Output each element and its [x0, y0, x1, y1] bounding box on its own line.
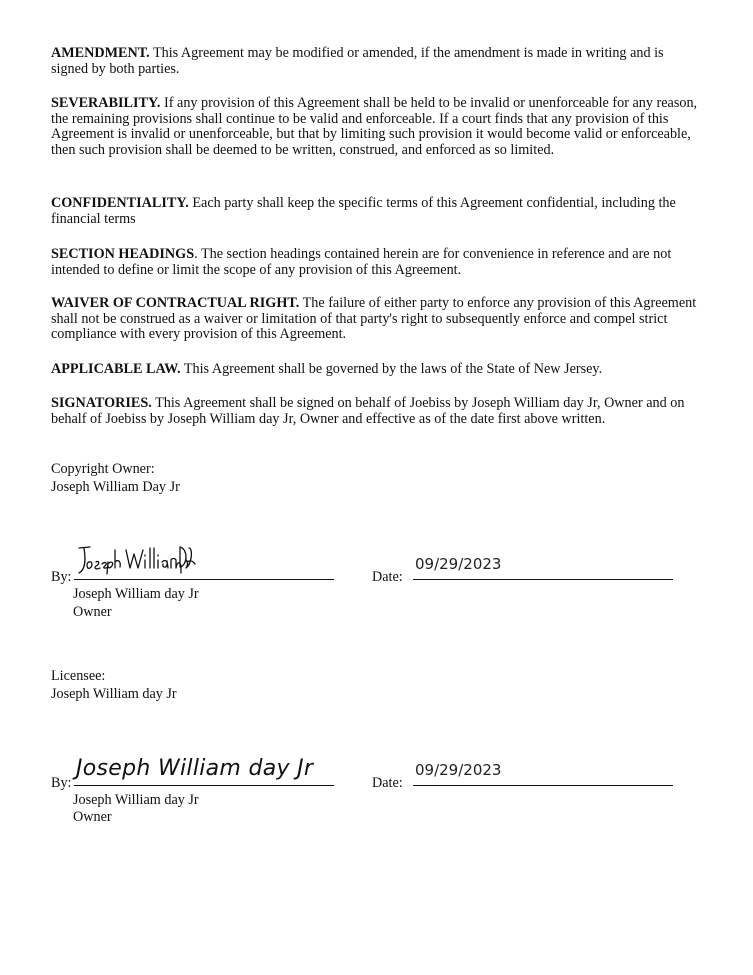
clause-heading: SECTION HEADINGS	[51, 246, 195, 262]
clause-waiver	[51, 296, 701, 343]
clause-heading: CONFIDENTIALITY.	[51, 195, 189, 211]
owner-signature-line	[74, 579, 334, 580]
clause-heading: APPLICABLE LAW.	[51, 361, 181, 377]
clause-severability	[51, 96, 701, 158]
licensee-role-label: Licensee:	[51, 668, 106, 684]
owner-role-label: Copyright Owner:	[51, 461, 155, 477]
clause-text: This Agreement may be modified or amended, if the amendment is made in writing and is signed by both parties.	[51, 45, 664, 77]
clause-heading: SEVERABILITY.	[51, 95, 161, 111]
clause-text: If any provision of this Agreement shall be held to be invalid or unenforceable for any reason, the remaining provisions shall continue to be valid and enforceable. If a court finds that any provision of this Agreement is invalid or unenforceable, but that by limiting such provision it would become valid or enforceable, then such provision shall be deemed to be written, construed, and enforced as so limited.	[51, 95, 698, 158]
clause-text: This Agreement shall be governed by the laws of the State of New Jersey.	[180, 361, 603, 377]
clause-amendment	[51, 46, 701, 77]
clause-text: The failure of either party to enforce any provision of this Agreement shall not be construed as a waiver or limitation of that party's right to subsequently enforce and compel strict compliance with every provision of this Agreement.	[51, 295, 697, 343]
licensee-party-name: Joseph William day Jr	[51, 686, 177, 702]
clause-heading: SIGNATORIES.	[51, 395, 152, 411]
licensee-by-label: By:	[51, 775, 72, 791]
clause-signatories	[51, 396, 701, 427]
licensee-signature[interactable]: Joseph William day Jr	[76, 756, 314, 781]
licensee-signer-title: Owner	[73, 809, 112, 825]
owner-date-label: Date:	[372, 569, 403, 585]
licensee-signer-name: Joseph William day Jr	[73, 792, 199, 808]
owner-signer-title: Owner	[73, 604, 112, 620]
clause-text: This Agreement shall be signed on behalf of Joebiss by Joseph William day Jr, Owner and on behalf of Joebiss by Joseph William day Jr, Owner and effective as of the date first above written.	[51, 395, 685, 427]
handwritten-signature-image	[76, 540, 196, 576]
licensee-date-line	[413, 785, 673, 786]
owner-signer-name: Joseph William day Jr	[73, 586, 199, 602]
owner-date-line	[413, 579, 673, 580]
owner-party-name: Joseph William Day Jr	[51, 479, 180, 495]
licensee-date-label: Date:	[372, 775, 403, 791]
clause-heading: WAIVER OF CONTRACTUAL RIGHT.	[51, 295, 300, 311]
clause-confidentiality	[51, 196, 701, 227]
clause-applicable-law	[51, 362, 701, 378]
owner-by-label: By:	[51, 569, 72, 585]
owner-date-value[interactable]: 09/29/2023	[415, 555, 502, 573]
clause-section-headings	[51, 247, 701, 278]
licensee-signature-line	[74, 785, 334, 786]
licensee-date-value[interactable]: 09/29/2023	[415, 761, 502, 779]
clause-heading: AMENDMENT.	[51, 45, 150, 61]
clause-text: Each party shall keep the specific terms of this Agreement confidential, including the financial terms	[51, 195, 676, 227]
clause-text: . The section headings contained herein are for convenience in reference and are not intended to define or limit the scope of any provision of this Agreement.	[51, 246, 672, 278]
owner-signature	[76, 540, 196, 576]
